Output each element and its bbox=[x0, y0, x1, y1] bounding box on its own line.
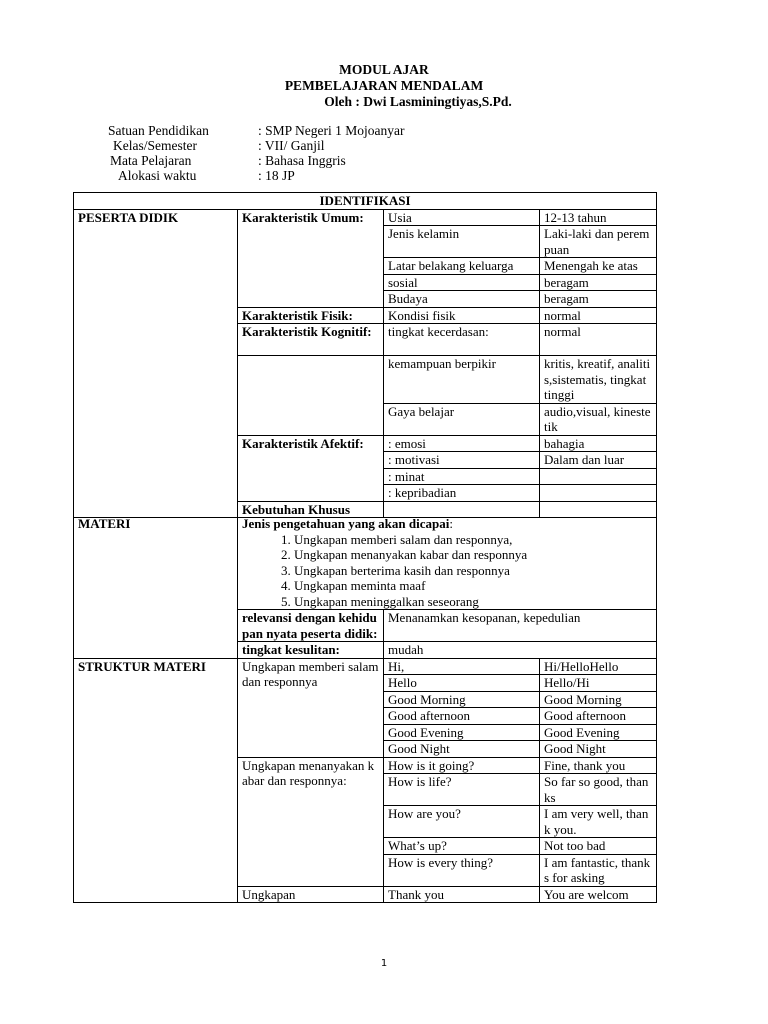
category-label: relevansi dengan kehidupan nyata peserta didik: bbox=[238, 610, 384, 642]
table-cell: tingkat kecerdasan: bbox=[384, 324, 540, 356]
table-cell: Good afternoon bbox=[540, 708, 657, 725]
doc-info bbox=[108, 123, 404, 183]
table-cell: audio,visual, kinestetik bbox=[540, 403, 657, 435]
table-cell bbox=[238, 356, 384, 436]
table-cell: So far so good, thanks bbox=[540, 774, 657, 806]
table-cell: How is life? bbox=[384, 774, 540, 806]
materi-table bbox=[73, 516, 657, 903]
table-cell: Thank you bbox=[384, 886, 540, 903]
materi-list bbox=[242, 532, 652, 610]
table-cell: bahagia bbox=[540, 435, 657, 452]
table-cell: Good Morning bbox=[540, 691, 657, 708]
table-cell: Good Night bbox=[540, 741, 657, 758]
materi-heading: Jenis pengetahuan yang akan dicapai bbox=[242, 516, 450, 531]
table-cell: Good Evening bbox=[384, 724, 540, 741]
list-item: 5. Ungkapan meninggalkan seseorang bbox=[294, 594, 652, 610]
identifikasi-table bbox=[73, 192, 657, 518]
page-number: 1 bbox=[380, 958, 388, 969]
table-cell: Latar belakang keluarga bbox=[384, 258, 540, 275]
table-cell: Kondisi fisik bbox=[384, 307, 540, 324]
table-cell: Dalam dan luar bbox=[540, 452, 657, 469]
info-label: Mata Pelajaran bbox=[110, 153, 192, 168]
table-cell: Hi/HelloHello bbox=[540, 658, 657, 675]
table-cell: Not too bad bbox=[540, 838, 657, 855]
table-cell: beragam bbox=[540, 274, 657, 291]
section-label: MATERI bbox=[74, 516, 238, 658]
table-cell: mudah bbox=[384, 642, 657, 659]
table-cell: kritis, kreatif, analitis,sistematis, tingkat tinggi bbox=[540, 356, 657, 404]
table-cell: I am fantastic, thanks for asking bbox=[540, 854, 657, 886]
table-cell: Gaya belajar bbox=[384, 403, 540, 435]
table-cell: 12-13 tahun bbox=[540, 209, 657, 226]
table-row bbox=[74, 516, 657, 610]
table-cell: Usia bbox=[384, 209, 540, 226]
table-cell: normal bbox=[540, 307, 657, 324]
table-row bbox=[74, 658, 657, 675]
table-cell: : minat bbox=[384, 468, 540, 485]
table-cell: kemampuan berpikir bbox=[384, 356, 540, 404]
info-row bbox=[108, 138, 404, 153]
info-row bbox=[108, 168, 404, 183]
table-row bbox=[74, 193, 657, 210]
table-cell: : motivasi bbox=[384, 452, 540, 469]
table-cell: Laki-laki dan perempuan bbox=[540, 226, 657, 258]
table-cell: Good Morning bbox=[384, 691, 540, 708]
category-label: tingkat kesulitan: bbox=[238, 642, 384, 659]
table-cell: Good afternoon bbox=[384, 708, 540, 725]
category-label: Ungkapan memberi salam dan responnya bbox=[238, 658, 384, 757]
category-label: Karakteristik Umum: bbox=[238, 209, 384, 307]
table-row bbox=[74, 209, 657, 226]
table-cell: Jenis kelamin bbox=[384, 226, 540, 258]
table-cell: How is it going? bbox=[384, 757, 540, 774]
table-cell bbox=[540, 485, 657, 502]
table-cell bbox=[540, 468, 657, 485]
table-cell: Hi, bbox=[384, 658, 540, 675]
table-cell: Budaya bbox=[384, 291, 540, 308]
doc-title: MODUL AJAR bbox=[339, 62, 429, 77]
info-value: : Bahasa Inggris bbox=[258, 153, 346, 168]
info-label: Satuan Pendidikan bbox=[108, 123, 209, 138]
table-cell: Fine, thank you bbox=[540, 757, 657, 774]
table-cell: Good Night bbox=[384, 741, 540, 758]
table-cell: Hello bbox=[384, 675, 540, 692]
list-item: 2. Ungkapan menanyakan kabar dan responnya bbox=[294, 547, 652, 563]
info-value: : SMP Negeri 1 Mojoanyar bbox=[258, 123, 405, 138]
category-label: Karakteristik Kognitif: bbox=[238, 324, 384, 356]
table-cell: normal bbox=[540, 324, 657, 356]
table-cell: Hello/Hi bbox=[540, 675, 657, 692]
table-cell: Good Evening bbox=[540, 724, 657, 741]
section-label: STRUKTUR MATERI bbox=[74, 658, 238, 903]
category-label: Karakteristik Fisik: bbox=[238, 307, 384, 324]
category-label: Ungkapan bbox=[238, 886, 384, 903]
table-cell: : kepribadian bbox=[384, 485, 540, 502]
table-cell: What’s up? bbox=[384, 838, 540, 855]
info-label: Alokasi waktu bbox=[118, 168, 197, 183]
table-cell: How is every thing? bbox=[384, 854, 540, 886]
doc-subtitle: PEMBELAJARAN MENDALAM bbox=[284, 78, 484, 93]
category-label: Karakteristik Afektif: bbox=[238, 435, 384, 501]
section-label: PESERTA DIDIK bbox=[74, 209, 238, 518]
category-label: Ungkapan menanyakan kabar dan responnya: bbox=[238, 757, 384, 886]
relevansi-label: relevansi dengan kehidupan nyata peserta didik bbox=[242, 610, 377, 641]
category-label: Kebutuhan Khusus bbox=[238, 501, 384, 518]
list-item: 1. Ungkapan memberi salam dan responnya, bbox=[294, 532, 652, 548]
table-title: IDENTIFIKASI bbox=[74, 193, 657, 210]
table-cell: Menanamkan kesopanan, kepedulian bbox=[384, 610, 657, 642]
materi-content: Jenis pengetahuan yang akan dicapai: 1. Ungkapan memberi salam dan responnya, 2. Ungkapan menanyakan kabar dan responnya 3. Ungkapan berterima kasih dan responnya 4. Ungkapan meminta maaf 5. Ungkapan meninggalkan seseorang bbox=[238, 516, 657, 610]
doc-author: Oleh : Dwi Lasminingtiyas,S.Pd. bbox=[324, 94, 512, 109]
table-cell: beragam bbox=[540, 291, 657, 308]
list-item: 4. Ungkapan meminta maaf bbox=[294, 578, 652, 594]
table-cell: Menengah ke atas bbox=[540, 258, 657, 275]
info-value: : VII/ Ganjil bbox=[258, 138, 325, 153]
table-cell: sosial bbox=[384, 274, 540, 291]
table-cell: How are you? bbox=[384, 806, 540, 838]
info-label: Kelas/Semester bbox=[113, 138, 197, 153]
table-cell: : emosi bbox=[384, 435, 540, 452]
info-value: : 18 JP bbox=[258, 168, 295, 183]
table-cell: You are welcom bbox=[540, 886, 657, 903]
list-item: 3. Ungkapan berterima kasih dan responnya bbox=[294, 563, 652, 579]
table-cell: I am very well, thank you. bbox=[540, 806, 657, 838]
info-row bbox=[108, 153, 404, 168]
info-row bbox=[108, 123, 404, 138]
